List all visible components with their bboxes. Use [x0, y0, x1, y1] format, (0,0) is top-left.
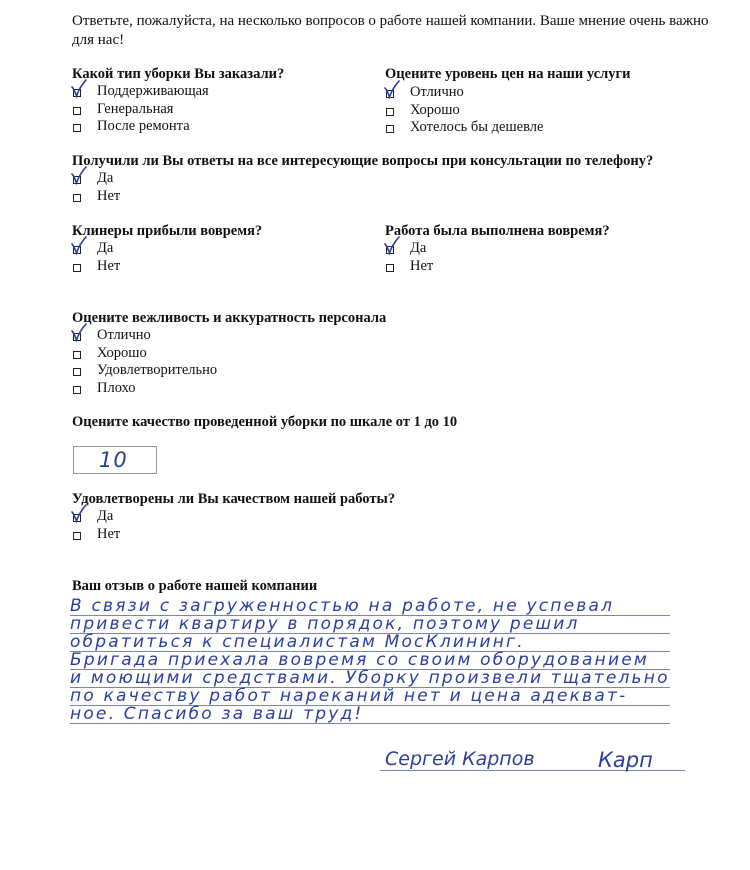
review-line: привести квартиру в порядок, поэтому решил — [70, 614, 580, 634]
checkbox[interactable] — [73, 386, 81, 394]
intro-text: Ответьте, пожалуйста, на несколько вопросов о работе нашей компании. Ваше мнение очень важно для нас! — [72, 13, 709, 48]
option-label: После ремонта — [97, 118, 190, 134]
question-price-level-title: Оцените уровень цен на наши услуги — [385, 66, 631, 82]
signature-autograph: Карп — [598, 748, 653, 772]
review-line: обратиться к специалистам МосКлининг. — [70, 632, 525, 652]
option-label: Удовлетворительно — [97, 362, 218, 378]
option-label: Отлично — [410, 84, 464, 100]
option-label: Отлично — [97, 327, 151, 343]
question-work-on-time-title: Работа была выполнена вовремя? — [385, 223, 610, 239]
signature-name: Сергей Карпов — [385, 748, 535, 770]
question-cleaning-type-title: Какой тип уборки Вы заказали? — [72, 66, 285, 82]
checkbox[interactable] — [73, 107, 81, 115]
option-label: Да — [410, 240, 427, 256]
quality-rating-value: 10 — [99, 448, 128, 472]
option-label: Плохо — [97, 379, 136, 396]
review-line: В связи с загруженностью на работе, не успевал — [70, 596, 615, 616]
option-label: Нет — [97, 257, 121, 274]
review-line: по качеству работ нареканий нет и цена адекват- — [70, 686, 628, 706]
option-label: Да — [97, 508, 114, 524]
checkbox[interactable] — [386, 108, 394, 116]
quality-rating-field[interactable] — [73, 446, 157, 474]
check-mark-icon — [71, 323, 87, 343]
check-mark-icon — [71, 504, 87, 524]
check-mark-icon — [384, 80, 400, 100]
option-label: Хорошо — [410, 101, 460, 118]
checkbox[interactable] — [73, 264, 81, 272]
option-label: Генеральная — [97, 100, 174, 117]
option-label: Нет — [97, 187, 121, 204]
checkbox[interactable] — [73, 124, 81, 132]
check-mark-icon — [384, 236, 400, 256]
option-label: Да — [97, 240, 114, 256]
question-phone-consult-title: Получили ли Вы ответы на все интересующие вопросы при консультации по телефону? — [72, 153, 654, 169]
checkbox[interactable] — [386, 264, 394, 272]
option-label: Нет — [410, 257, 434, 274]
checkbox[interactable] — [73, 368, 81, 376]
option-label: Хорошо — [97, 344, 147, 361]
option-label: Нет — [97, 525, 121, 542]
check-mark-icon — [71, 166, 87, 186]
check-mark-icon — [71, 79, 87, 99]
review-title: Ваш отзыв о работе нашей компании — [72, 578, 318, 594]
check-mark-icon — [71, 236, 87, 256]
question-cleaners-on-time-title: Клинеры прибыли вовремя? — [72, 223, 263, 239]
review-line: и моющими средствами. Уборку произвели тщательно — [70, 668, 670, 688]
checkbox[interactable] — [73, 351, 81, 359]
option-label: Поддерживающая — [97, 83, 209, 99]
review-line: Бригада приехала вовремя со своим оборудованием — [70, 650, 649, 670]
option-label: Хотелось бы дешевле — [410, 119, 544, 135]
question-politeness-title: Оцените вежливость и аккуратность персонала — [72, 310, 387, 326]
option-label: Да — [97, 170, 114, 186]
question-satisfied-title: Удовлетворены ли Вы качеством нашей работы? — [72, 491, 396, 507]
checkbox[interactable] — [73, 532, 81, 540]
review-line: ное. Спасибо за ваш труд! — [70, 704, 364, 724]
checkbox[interactable] — [386, 125, 394, 133]
question-quality-scale-title: Оцените качество проведенной уборки по шкале от 1 до 10 — [72, 414, 458, 430]
checkbox[interactable] — [73, 194, 81, 202]
